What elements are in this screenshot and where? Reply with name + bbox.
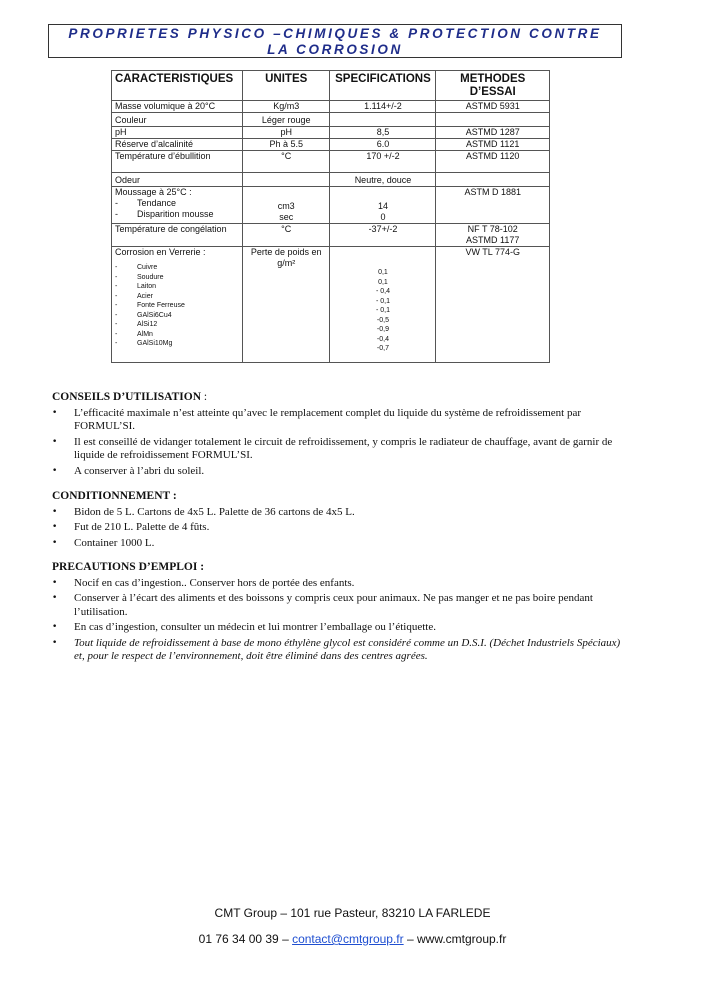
corrosion-metal: - Cuivre [115,264,158,271]
cell: -37+/-2 [330,224,436,247]
section-conseils [52,391,622,480]
list-item: • Fut de 210 L. Palette de 4 fûts. [52,521,622,535]
cell: ASTMD 5931 [436,101,550,113]
table-row-corrosion [112,247,550,363]
cell: Ph à 5.5 [242,139,330,151]
table-row [112,113,550,127]
title-line-2: LA CORROSION [267,42,403,57]
cell: ASTMD 1287 [436,127,550,139]
corrosion-metal: - AlMn [115,330,153,338]
corrosion-metal: - GAlSi6Cu4 [115,311,172,319]
list-item: • A conserver à l’abri du soleil. [52,465,622,479]
list-item: • En cas d’ingestion, consulter un médecin et lui montrer l’emballage ou l’étiquette. [52,621,622,635]
list-item: • Bidon de 5 L. Cartons de 4x5 L. Palette de 36 cartons de 4x5 L. [52,506,622,520]
corrosion-value: -0,5 [376,316,389,324]
table-row [112,151,550,173]
cell: Couleur [112,113,243,127]
cell: Température d’ébullition [112,151,243,173]
list-item: • Tout liquide de refroidissement à base de mono éthylène glycol est considéré comme un D.S.I. (Déchet Industriels Spéciaux) et, pour le respect de l’environnement, doit être éliminé dans des centres agrées. [52,637,622,664]
specifications-table [111,70,550,363]
footer-phone: 01 76 34 00 39 – [198,932,293,946]
cell: Réserve d’alcalinité [112,139,243,151]
corrosion-value: -0,7 [376,345,389,352]
corrosion-value: -0,9 [376,326,389,333]
title-line-1: PROPRIETES PHYSICO –CHIMIQUES & PROTECTION CONTRE [68,26,602,41]
list-item: • Conserver à l’écart des aliments et des boissons y compris ceux pour animaux. Ne pas manger et ne pas boire pendant l’utilisation. [52,592,622,619]
section-title: CONDITIONNEMENT : [52,490,177,502]
cell: Moussage à 25°C : - Tendance - Disparition mousse [112,187,243,224]
table-row [112,173,550,187]
list-item: • Nocif en cas d’ingestion.. Conserver hors de portée des enfants. [52,577,622,591]
footer-address: CMT Group – 101 rue Pasteur, 83210 LA FARLEDE [214,906,491,920]
cell: NF T 78-102 ASTMD 1177 [436,224,550,247]
cell: 1.114+/-2 [330,101,436,113]
corrosion-metal: - Soudure [115,273,164,281]
section-title: CONSEILS D’UTILISATION : [52,391,208,403]
section-title: PRECAUTIONS D’EMPLOI : [52,561,205,573]
header-caracteristiques: CARACTERISTIQUES [112,71,243,101]
section-precautions [52,561,622,666]
table-row [112,139,550,151]
corrosion-metal: - Acier [115,292,153,300]
cell [330,113,436,127]
cell [436,113,550,127]
section-conditionnement [52,490,622,552]
corrosion-value: 0,1 [378,278,388,286]
footer-contact [0,932,705,946]
cell: Masse volumique à 20°C [112,101,243,113]
cell: Perte de poids en g/m² [242,247,330,363]
header-methodes: METHODES D’ESSAI [436,71,550,101]
corrosion-metal: - Laiton [115,283,157,290]
corrosion-metal: - GAlSi10Mg [115,340,173,347]
cell: Odeur [112,173,243,187]
cell: 170 +/-2 [330,151,436,173]
cell: Neutre, douce [330,173,436,187]
cell [242,173,330,187]
cell: pH [242,127,330,139]
cell [436,173,550,187]
cell: Température de congélation [112,224,243,247]
cell: pH [112,127,243,139]
cell: ASTMD 1120 [436,151,550,173]
cell: °C [242,224,330,247]
corrosion-value: - 0,1 [375,307,390,314]
table-row [112,127,550,139]
cell: Léger rouge [242,113,330,127]
header-unites: UNITES [242,71,330,101]
footer-website: – www.cmtgroup.fr [403,932,507,946]
footer-email-link[interactable]: contact@cmtgroup.fr [292,932,404,946]
cell: 14 0 [330,187,436,224]
cell: ASTM D 1881 [436,187,550,224]
list-item: • Il est conseillé de vidanger totalement le circuit de refroidissement, y compris le radiateur de chauffage, avant de garnir de liquide de refroidissement FORMUL’SI. [52,436,622,463]
list-item: • Container 1000 L. [52,537,622,551]
list-item: • L’efficacité maximale n’est atteinte qu’avec le remplacement complet du liquide du système de refroidissement par FORMUL’SI. [52,407,622,434]
cell: 6.0 [330,139,436,151]
corrosion-value: 0,1 [378,269,388,276]
document-title [48,24,622,58]
cell: °C [242,151,330,173]
cell: Kg/m3 [242,101,330,113]
corrosion-value: - 0,4 [375,288,390,295]
cell: cm3 sec [242,187,330,224]
table-row [112,101,550,113]
cell: Corrosion en Verrerie : - Cuivre - Soudure - Laiton - Acier - Fonte Ferreuse - GAlSi6Cu4 - AlSi12 - AlMn - GAlSi10Mg [112,247,243,363]
table-row-congelation [112,224,550,247]
corrosion-value: - 0,1 [375,297,390,305]
cell: 8,5 [330,127,436,139]
cell [330,247,436,363]
corrosion-value: -0,4 [376,335,389,343]
corrosion-metal: - AlSi12 [115,321,158,328]
table-row-moussage [112,187,550,224]
cell: ASTMD 1121 [436,139,550,151]
cell: VW TL 774-G [436,247,550,363]
header-specifications: SPECIFICATIONS [330,71,436,101]
corrosion-metal: - Fonte Ferreuse [115,302,185,309]
table-header-row [112,71,550,101]
